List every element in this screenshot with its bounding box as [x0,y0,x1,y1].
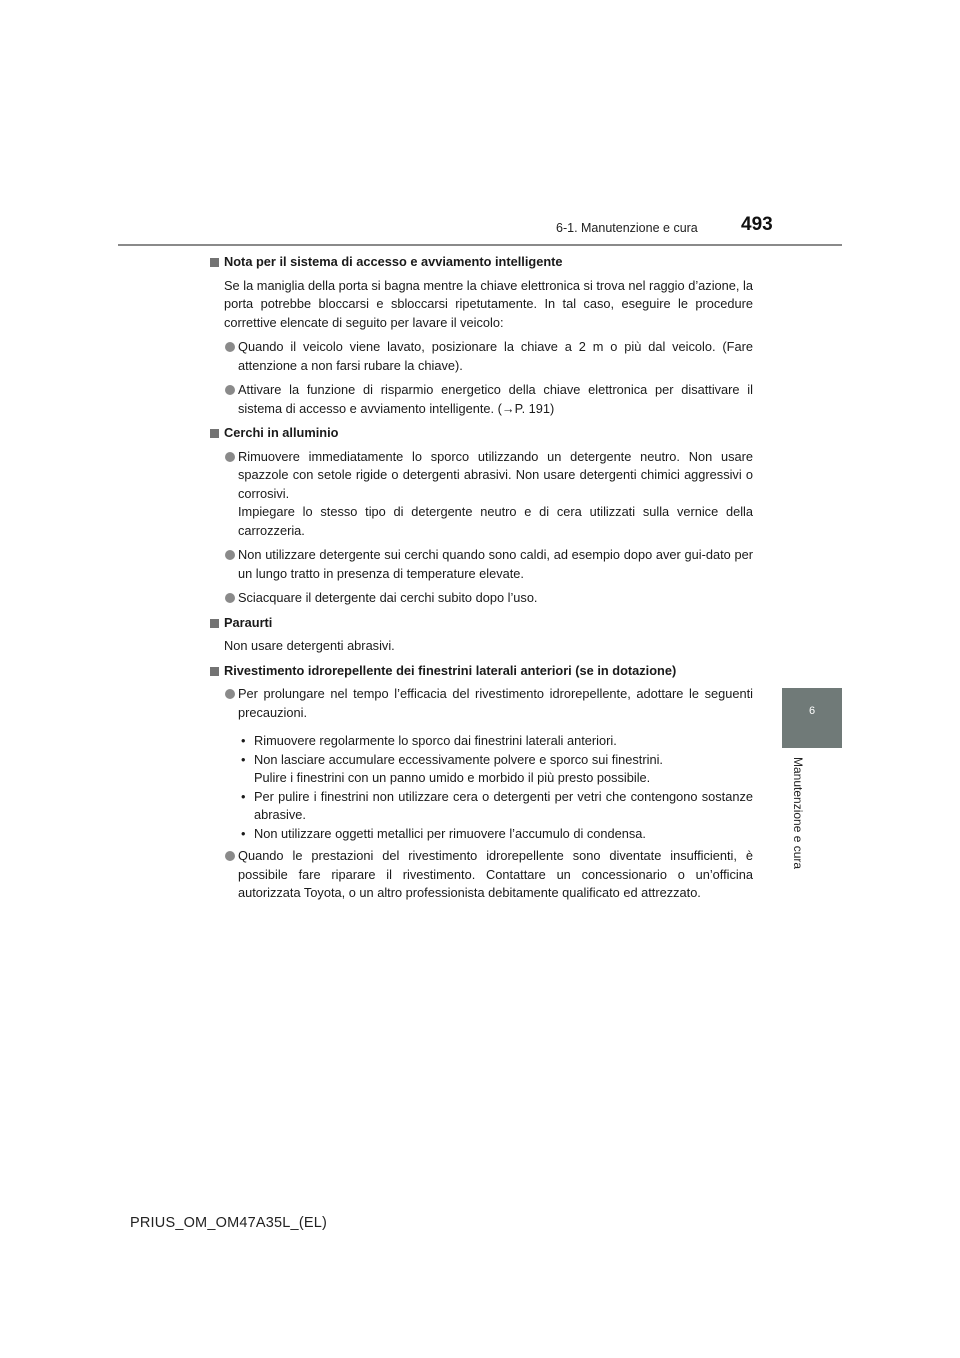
square-bullet-icon [210,429,219,438]
sub-list-item [208,751,753,788]
section-paragraph: Non usare detergenti abrasivi. [224,638,395,653]
section-smart-key-note [208,253,753,418]
section-title [208,253,753,272]
section-bumpers [208,614,753,656]
small-bullet-icon: • [241,751,246,767]
list-item [208,448,753,541]
sub-list-item [208,825,753,844]
chapter-tab-number: 6 [808,705,816,717]
small-bullet-icon: • [241,788,246,804]
precautions-list [208,732,753,843]
square-bullet-icon [210,258,219,267]
chapter-tab-label: Manutenzione e cura [791,757,805,870]
list-item [208,847,753,903]
header-divider [118,244,842,246]
list-item-text: Quando le prestazioni del rivestimento idrorepellente sono diventate insufficienti, è possibile fare riparare il rivestimento. Contattare un concessionario o un’officina autorizzata Toyota, o un altro professionista debitamente qualificato ed attrezzato. [238,848,753,900]
section-paragraph: Se la maniglia della porta si bagna mentre la chiave elettronica si trova nel raggio d’azione, la porta potrebbe bloccarsi e sbloccarsi ripetutamente. In tal caso, eseguire le procedure correttive elencate di seguito per lavare il veicolo: [224,277,753,330]
sub-list-item-text: Pulire i finestrini con un panno umido e morbido il più presto possibile. [254,770,651,785]
header-section-title: 6-1. Manutenzione e cura [556,221,698,235]
sub-list-item-text: Per pulire i finestrini non utilizzare cera o detergenti per vetri che contengono sostanze abrasive. [254,788,753,822]
square-bullet-icon [210,619,219,628]
chapter-tab [782,688,842,748]
list-item-text: Attivare la funzione di risparmio energetico della chiave elettronica per disattivare il sistema di accesso e avviamento intelligente. (→P. 191) [238,382,753,416]
list-item-text: Non utilizzare detergente sui cerchi quando sono caldi, ad esempio dopo aver gui-dato per un lungo tratto in presenza di temperature elevate. [238,547,753,581]
list-item-text: Per prolungare nel tempo l’efficacia del rivestimento idrorepellente, adottare le seguenti precauzioni. [238,686,753,720]
list-item [208,589,753,608]
round-bullet-icon [225,550,235,560]
page-content [208,253,753,909]
round-bullet-icon [225,452,235,462]
section-title-text: Nota per il sistema di accesso e avviamento intelligente [224,254,563,269]
section-title [208,614,753,633]
list-item [208,685,753,722]
list-item-text: Rimuovere immediatamente lo sporco utilizzando un detergente neutro. Non usare spazzole con setole rigide o detergenti abrasivi. Non usare detergenti chimici aggressivi o corrosivi. [238,448,753,501]
round-bullet-icon [225,385,235,395]
section-title-text: Cerchi in alluminio [224,425,339,440]
section-title [208,662,753,681]
section-alloy-wheels [208,424,753,608]
section-title-text: Rivestimento idrorepellente dei finestrini laterali anteriori (se in dotazione) [224,662,677,678]
round-bullet-icon [225,342,235,352]
section-title-text: Paraurti [224,614,273,630]
list-item [208,338,753,375]
list-item-text: Impiegare lo stesso tipo di detergente neutro e di cera utilizzati sulla vernice della carrozzeria. [238,504,753,538]
sub-list-item [208,732,753,751]
list-item [208,381,753,418]
square-bullet-icon [210,667,219,676]
small-bullet-icon: • [241,825,246,841]
document-code: PRIUS_OM_OM47A35L_(EL) [130,1215,328,1231]
sub-list-item-text: Rimuovere regolarmente lo sporco dai finestrini laterali anteriori. [254,733,617,748]
list-item-text: Quando il veicolo viene lavato, posizionare la chiave a 2 m o più dal veicolo. (Fare attenzione a non farsi rubare la chiave). [238,339,753,373]
round-bullet-icon [225,851,235,861]
section-water-repellent-coating [208,662,753,903]
sub-list-item-text: Non utilizzare oggetti metallici per rimuovere l’accumulo di condensa. [254,825,646,841]
small-bullet-icon: • [241,733,246,748]
sub-list-item-text: Non lasciare accumulare eccessivamente polvere e sporco sui finestrini. [254,751,663,767]
list-item [208,546,753,583]
round-bullet-icon [225,689,235,699]
round-bullet-icon [225,593,235,603]
section-title [208,424,753,443]
page-number: 493 [741,214,773,235]
list-item-text: Sciacquare il detergente dai cerchi subito dopo l’uso. [238,590,538,605]
sub-list-item [208,788,753,825]
